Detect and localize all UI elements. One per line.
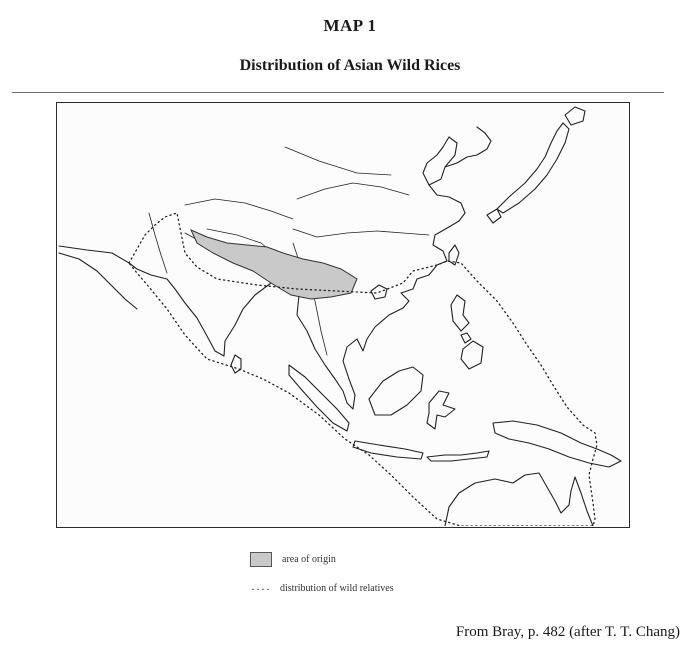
area-of-origin bbox=[191, 230, 357, 299]
himalaya-ridge bbox=[185, 199, 293, 219]
distribution-label: distribution of wild relatives bbox=[280, 583, 394, 594]
wild-relatives-boundary bbox=[129, 213, 597, 526]
map-number: MAP 1 bbox=[323, 16, 377, 35]
origin-label: area of origin bbox=[282, 554, 336, 565]
lesser-sunda-islands bbox=[427, 451, 489, 461]
title-divider bbox=[12, 92, 664, 93]
borneo-island bbox=[369, 367, 423, 415]
map-title: Distribution of Asian Wild Rices bbox=[239, 57, 461, 74]
kyushu-island bbox=[487, 209, 501, 223]
java-island bbox=[353, 441, 423, 459]
sumatra-island bbox=[289, 365, 349, 431]
map-frame bbox=[56, 102, 630, 528]
australia-coast bbox=[445, 473, 593, 526]
asia-map bbox=[57, 103, 628, 526]
legend-origin bbox=[250, 552, 336, 567]
source-credit: From Bray, p. 482 (after T. T. Chang) bbox=[455, 624, 680, 640]
luzon-island bbox=[451, 295, 469, 331]
yellow-river bbox=[297, 183, 409, 199]
northern-river bbox=[285, 147, 391, 175]
japan-islands bbox=[497, 123, 569, 213]
yangtze-river bbox=[293, 229, 429, 237]
mindanao-island bbox=[461, 341, 483, 369]
origin-swatch bbox=[250, 552, 272, 567]
new-guinea-island bbox=[493, 421, 621, 467]
visayas-islands bbox=[461, 333, 471, 343]
sri-lanka bbox=[231, 355, 241, 373]
dotted-line-swatch: ···· bbox=[251, 581, 271, 596]
korea-peninsula bbox=[423, 137, 457, 185]
legend-distribution bbox=[250, 583, 394, 594]
hokkaido-island bbox=[565, 107, 585, 125]
sulawesi-island bbox=[427, 391, 455, 429]
